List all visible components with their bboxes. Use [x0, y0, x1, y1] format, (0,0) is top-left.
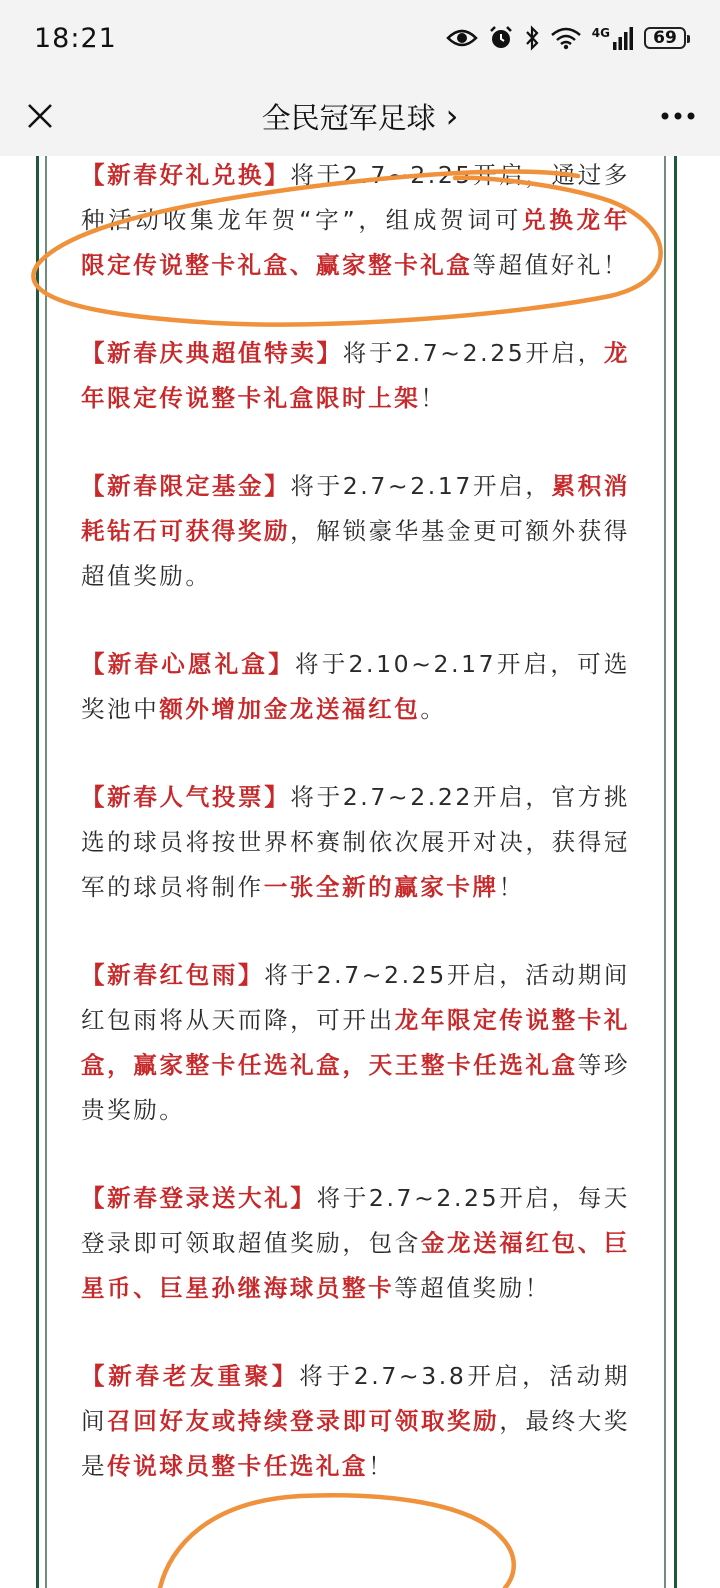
- alarm-icon: [488, 25, 514, 51]
- event-paragraph: [81, 953, 630, 1133]
- frame-border-right: [674, 156, 677, 1588]
- text-run: 龙年限定传说整卡礼盒，赢家整卡任选礼盒，天王整卡任选礼盒: [81, 1006, 630, 1079]
- text-run: 【新春限定基金】: [81, 472, 291, 500]
- annotation-circle-bottom: [160, 1495, 514, 1588]
- frame-border-left: [36, 156, 39, 1588]
- page-title[interactable]: [262, 96, 459, 137]
- text-run: 将于2.7~2.25开启，: [342, 339, 604, 367]
- text-run: 。: [420, 695, 447, 723]
- text-run: 金龙送福红包、巨星币、巨星孙继海球员整卡: [81, 1229, 630, 1302]
- network-type: 4G: [591, 26, 610, 40]
- chevron-right-icon: ›: [445, 97, 459, 135]
- event-paragraph: [81, 464, 630, 599]
- article-body: [81, 156, 630, 1489]
- event-paragraph: [81, 1176, 630, 1311]
- text-run: 将于2.7~2.25开启，每天登录即可领取超值奖励，包含: [81, 1184, 630, 1257]
- text-run: 将于2.10~2.17开启，可选奖池中: [81, 650, 630, 723]
- text-run: 兑换龙年限定传说整卡礼盒、赢家整卡礼盒: [81, 206, 630, 279]
- text-run: 将于2.7~2.22开启，官方挑选的球员将按世界杯赛制依次展开对决，获得冠军的球员将制作: [81, 783, 630, 901]
- text-run: 累积消耗钻石可获得奖励: [81, 472, 630, 545]
- text-run: ，最终大奖是: [81, 1407, 631, 1480]
- text-run: 【新春登录送大礼】: [81, 1184, 317, 1212]
- text-run: 【新春好礼兑换】: [81, 161, 291, 189]
- text-run: 将于2.7~3.8开启，活动期间: [81, 1362, 630, 1435]
- nav-bar: [0, 76, 720, 156]
- event-paragraph: [81, 331, 630, 421]
- text-run: 龙年限定传说整卡礼盒限时上架: [81, 339, 631, 412]
- battery-icon: 69: [644, 27, 686, 49]
- text-run: 传说球员整卡任选礼盒: [107, 1452, 369, 1480]
- text-run: 【新春老友重聚】: [81, 1362, 300, 1390]
- frame-border-left-inner: [45, 156, 47, 1588]
- text-run: ！: [368, 1452, 395, 1480]
- text-run: ！: [420, 384, 447, 412]
- text-run: 【新春庆典超值特卖】: [81, 339, 343, 367]
- frame-border-right-inner: [664, 156, 666, 1588]
- text-run: 等超值好礼！: [472, 251, 630, 279]
- text-run: 【新春心愿礼盒】: [81, 650, 295, 678]
- event-paragraph: [81, 775, 630, 910]
- text-run: 一张全新的赢家卡牌: [263, 873, 499, 901]
- article-content[interactable]: [0, 156, 720, 1588]
- page-title-text: 全民冠军足球: [261, 100, 436, 135]
- text-run: 【新春人气投票】: [81, 783, 291, 811]
- more-icon[interactable]: [658, 98, 698, 134]
- text-run: 额外增加金龙送福红包: [159, 695, 421, 723]
- eye-icon: [446, 27, 478, 49]
- text-run: ，解锁豪华基金更可额外获得超值奖励。: [81, 517, 630, 590]
- text-run: 等珍贵奖励。: [81, 1051, 630, 1124]
- bluetooth-icon: [524, 25, 540, 51]
- text-run: 【新春红包雨】: [81, 961, 265, 989]
- status-bar: [0, 0, 720, 76]
- status-icons: [446, 25, 686, 51]
- text-run: 将于2.7~2.25开启，活动期间红包雨将从天而降，可开出: [81, 961, 630, 1034]
- text-run: 召回好友或持续登录即可领取奖励: [107, 1407, 500, 1435]
- wifi-icon: [550, 26, 582, 50]
- signal-icon: [592, 26, 634, 50]
- text-run: 将于2.7~2.25开启，通过多种活动收集龙年贺“字”，组成贺词可: [81, 161, 630, 234]
- event-paragraph: [81, 156, 630, 288]
- text-run: ！: [498, 873, 525, 901]
- status-time: 18:21: [34, 22, 117, 54]
- close-icon[interactable]: [20, 96, 60, 136]
- text-run: 将于2.7~2.17开启，: [290, 472, 552, 500]
- event-paragraph: [81, 642, 630, 732]
- event-paragraph: [81, 1354, 630, 1489]
- text-run: 等超值奖励！: [394, 1274, 551, 1302]
